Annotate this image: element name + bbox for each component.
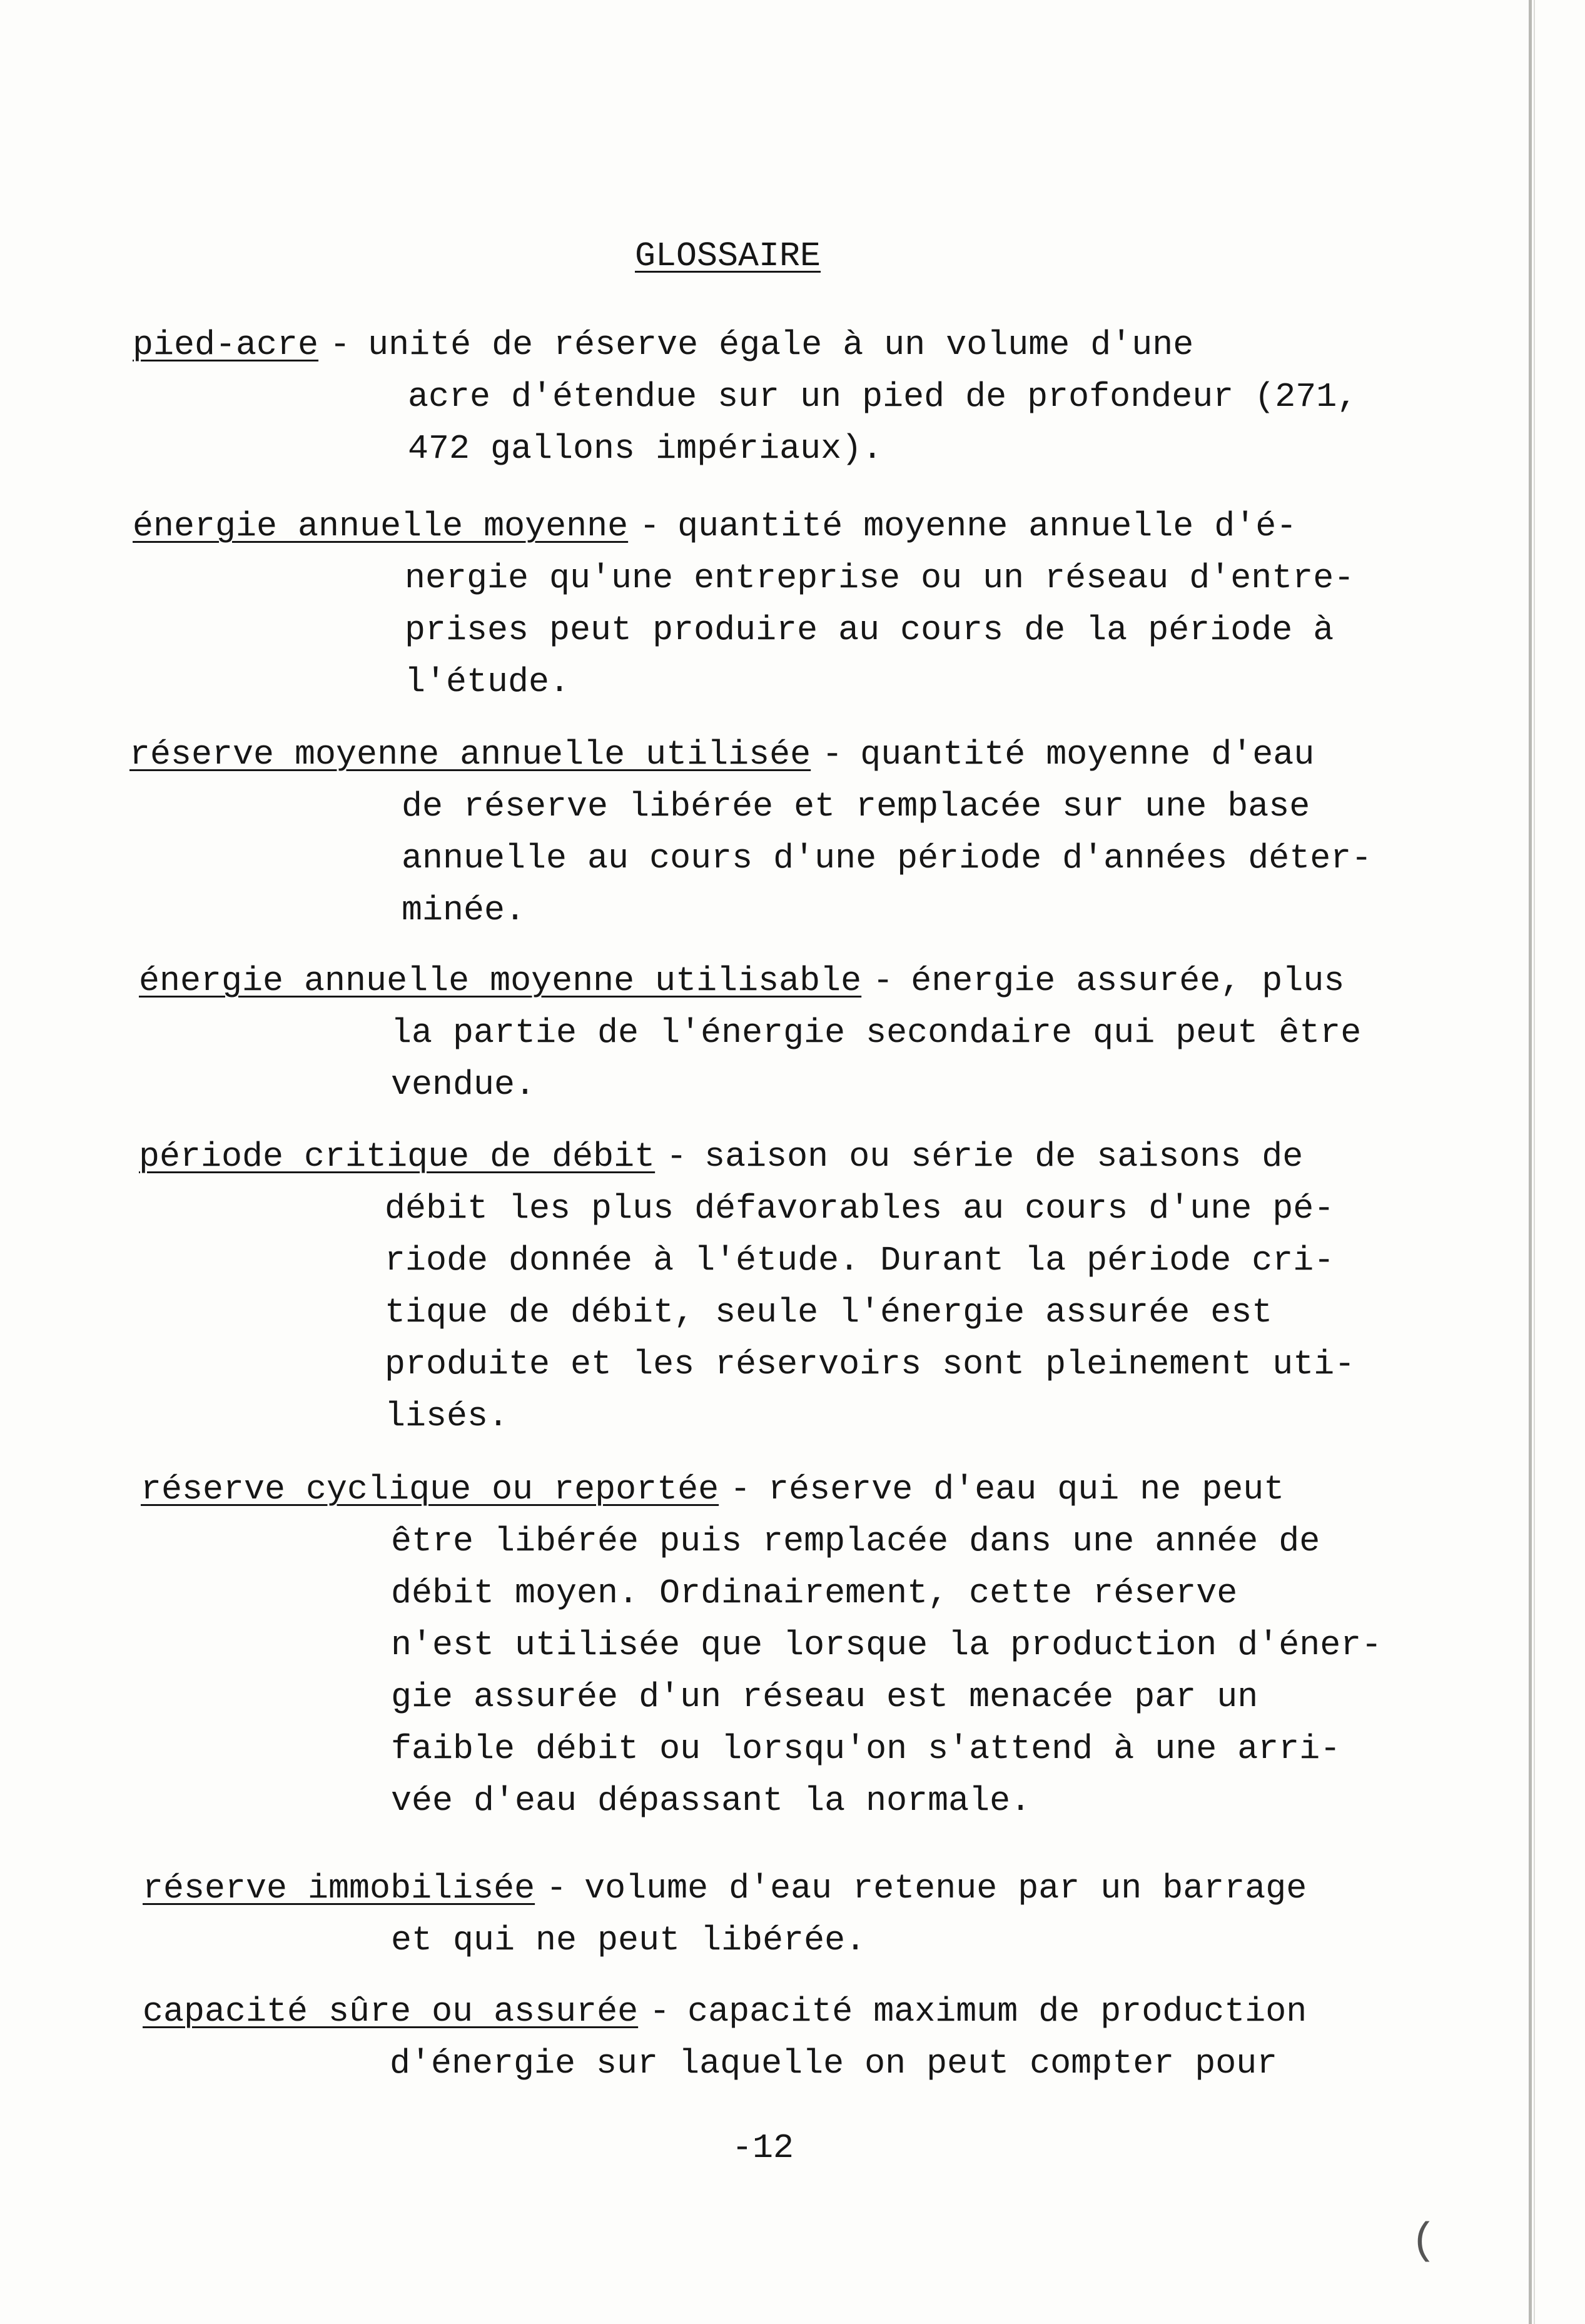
definition-line: unité de réserve égale à un volume d'une <box>368 325 1194 365</box>
definition-line: vendue. <box>391 1065 536 1104</box>
definition-line: acre d'étendue sur un pied de profondeur (271, <box>408 377 1358 417</box>
separator-dash: - <box>822 735 843 774</box>
separator-dash: - <box>639 507 661 546</box>
page-number: -12 <box>732 2128 794 2168</box>
definition-line: saison ou série de saisons de <box>704 1137 1304 1176</box>
definition-line: débit moyen. Ordinairement, cette réserve <box>391 1574 1238 1613</box>
glossary-entry <box>143 1986 1307 2089</box>
definition-line: la partie de l'énergie secondaire qui peut être <box>391 1013 1362 1053</box>
definition-line: minée. <box>402 891 526 930</box>
definition-line: produite et les réservoirs sont pleinement uti- <box>385 1345 1355 1384</box>
definition-line: n'est utilisée que lorsque la production d'éner- <box>391 1625 1382 1665</box>
glossary-entry <box>133 500 1354 708</box>
separator-dash: - <box>546 1869 567 1908</box>
glossary-entry <box>129 729 1372 936</box>
page-edge <box>1529 0 1532 2324</box>
definition-line: nergie qu'une entreprise ou un réseau d'entre- <box>405 558 1355 598</box>
glossary-term: réserve immobilisée <box>143 1869 535 1908</box>
definition-line: gie assurée d'un réseau est menacée par un <box>391 1677 1258 1717</box>
definition-line: quantité moyenne annuelle d'é- <box>677 507 1297 546</box>
glossary-entry <box>143 1862 1307 1966</box>
definition-line: l'étude. <box>405 662 570 702</box>
definition-line: de réserve libérée et remplacée sur une base <box>402 787 1310 826</box>
page-title: GLOSSAIRE <box>635 236 821 276</box>
definition-line: annuelle au cours d'une période d'années déter- <box>402 839 1372 878</box>
page-edge-shadow <box>1534 0 1535 2324</box>
glossary-entry <box>139 1131 1355 1442</box>
definition-line: volume d'eau retenue par un barrage <box>584 1869 1307 1908</box>
definition-line: d'énergie sur laquelle on peut compter pour <box>390 2044 1278 2083</box>
glossary-term: énergie annuelle moyenne utilisable <box>139 961 862 1001</box>
glossary-term: énergie annuelle moyenne <box>133 507 629 546</box>
glossary-term: pied-acre <box>133 325 319 365</box>
definition-line: riode donnée à l'étude. Durant la période cri- <box>385 1241 1335 1280</box>
definition-line: quantité moyenne d'eau <box>860 735 1315 774</box>
definition-line: capacité maximum de production <box>687 1992 1307 2031</box>
separator-dash: - <box>649 1992 671 2031</box>
definition-line: débit les plus défavorables au cours d'une pé- <box>385 1189 1335 1228</box>
separator-dash: - <box>873 961 894 1001</box>
definition-line: et qui ne peut libérée. <box>391 1921 866 1960</box>
definition-line: 472 gallons impériaux). <box>408 429 883 468</box>
definition-line: énergie assurée, plus <box>911 961 1345 1001</box>
definition-line: prises peut produire au cours de la période à <box>405 610 1334 650</box>
separator-dash: - <box>330 325 351 365</box>
glossary-term: capacité sûre ou assurée <box>143 1992 639 2031</box>
margin-mark: ( <box>1410 2217 1437 2266</box>
glossary-entry <box>139 955 1361 1111</box>
definition-line: faible débit ou lorsqu'on s'attend à une arri- <box>391 1729 1341 1769</box>
glossary-entry <box>133 319 1357 475</box>
glossary-term: période critique de débit <box>139 1137 656 1176</box>
definition-line: vée d'eau dépassant la normale. <box>391 1781 1031 1821</box>
glossary-entry <box>141 1463 1382 1827</box>
separator-dash: - <box>666 1137 687 1176</box>
definition-line: tique de débit, seule l'énergie assurée est <box>385 1293 1273 1332</box>
separator-dash: - <box>730 1470 751 1509</box>
glossary-term: réserve moyenne annuelle utilisée <box>129 735 811 774</box>
definition-line: réserve d'eau qui ne peut <box>768 1470 1285 1509</box>
definition-line: être libérée puis remplacée dans une année de <box>391 1522 1320 1561</box>
glossary-term: réserve cyclique ou reportée <box>141 1470 719 1509</box>
definition-line: lisés. <box>385 1397 509 1436</box>
